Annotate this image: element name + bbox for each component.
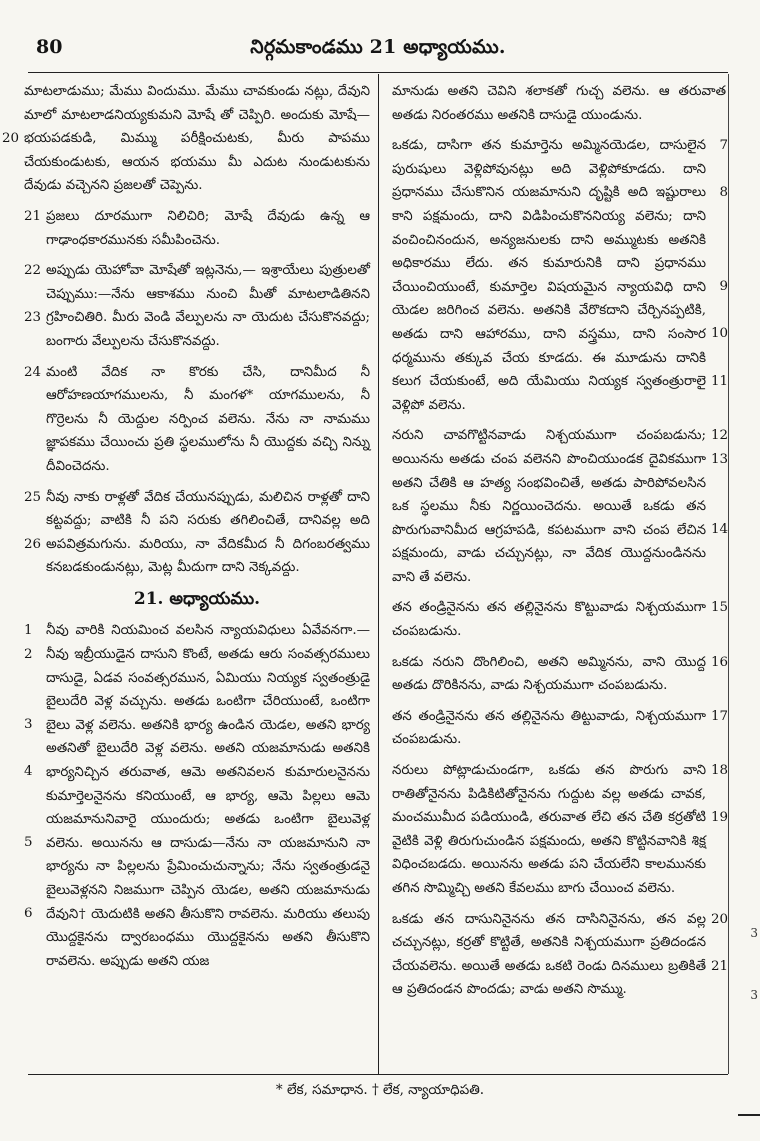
chapter-heading: 21. అధ్యాయము.	[133, 588, 261, 609]
verse-block	[392, 134, 726, 417]
verse-number: 15	[710, 600, 728, 616]
verse-block	[24, 486, 370, 580]
verse-number: 19	[710, 810, 728, 826]
verse-text: నీవు నాకు రాళ్లతో వేదిక చేయునప్పుడు, మలిచిన రాళ్లతో దాని కట్టవద్దు; వాటికి నీ పని సరుకు తగిలించితే, దానివల్ల అది అపవిత్రమగును. మరియు, నా వేదికమీద నీ దిగంబరత్వము కనబడకుండునట్లు, మెట్ల మీదుగా దాని నెక్కవద్దు.	[46, 489, 370, 576]
verse-block	[392, 759, 726, 901]
verse-text: నరులు పోట్లాడుచుండగా, ఒకడు తన పొరుగు వాని రాతితోనైనను పిడికిటితోనైనను గుద్దుట వల్ల అతడు చావక, మంచముమీద పడియుండి, తరువాత లేచి తన చేతి కర్రతోటి వైటికి వెళ్లి తిరుగుచుండిన పక్షమందు, అతని కొట్టినవానికి శిక్ష విధించబడదు. అయినను అతడు పని చేయలేని కాలమునకు తగిన సొమ్మిచ్చి అతని కేవలము బాగు చేయించ వలెను.	[392, 763, 706, 896]
column-divider	[378, 74, 379, 1074]
footnote-rule	[28, 1074, 728, 1075]
verse-text: నరుని చావగొట్టినవాడు నిశ్చయముగా చంపబడును; అయినను అతడు చంప వలెనని పొంచియుండక దైవికముగా అతని చేతికి ఆ హత్య సంభవించితే, అతడు పారిపోవలసిన ఒక స్థలము నీకు నిర్ణయించెదను. అయితే ఒకడు తన పొరుగువానిమీద ఆగ్రహపడి, కపటముగా వాని చంప లేచిన పక్షమందు, వాడు చచ్చునట్లు, నా వేదిక యొద్దనుండినను వాని తే వలెను.	[392, 428, 706, 585]
verse-text: తన తండ్రినైనను తన తల్లినైనను తిట్టువాడు, నిశ్చయముగా చంపబడును.	[392, 708, 706, 748]
verse-number: 18	[710, 763, 728, 779]
verse-block	[392, 651, 726, 698]
verse-text: ప్రజలు దూరముగా నిలిచిరి; మోషే దేవుడు ఉన్న ఆ గాఢాంధకారమునకు సమీపించెను.	[46, 208, 370, 248]
verse-text: ఒకడు నరుని దొంగిలించి, అతని అమ్మినను, వాని యొద్ద అతడు దొరికినను, వాడు నిశ్చయముగా చంపబడును.	[392, 654, 706, 694]
verse-text: నీవు వారికి నియమించ వలసిన న్యాయవిధులు ఏవేవనగా.—నీవు ఇబ్రీయుడైన దాసుని కొంటే, అతడు ఆరు సంవత్సరములు దాసుడై, ఏడవ సంవత్సరమున, ఏమియు నియ్యక స్వతంత్రుడై బైలుదేరి వెళ్ల వచ్చును. అతడు ఒంటిగా చేరియుంటే, ఒంటిగా బైలు వెళ్ల వలెను. అతనికి భార్య ఉండిన యెడల, అతని భార్య అతనితో బైలుదేరి వెళ్ల వలెను. అతని యజమానుడు అతనికి భార్యనిచ్చిన తరువాత, ఆమె అతనివలన కుమారులనైనను కుమార్తెలనైనను కనియుంటే, ఆ భార్య, ఆమె పిల్లలు ఆమె యజమానునివారై యుందురు; అతడు ఒంటిగా బైలువెళ్ల వలెను. అయినను ఆ దాసుడు—నేను నా యజమానుని నా భార్యను నా పిల్లలను ప్రేమించుచున్నాను; నేను స్వతంత్రుడనై బైలువెళ్లనని నిజముగా చెప్పిన యెడల, అతని యజమానుడు దేవుని† యెదుటికి అతని తీసుకొని రావలెను. మరియు తలుపు యొద్దకైనను ద్వారబంధము యొద్దకైనను అతని తీసుకొని రావలెను. అప్పుడు అతని యజ	[46, 623, 370, 969]
verse-number: 13	[710, 452, 728, 468]
left-column	[2, 80, 370, 980]
header-rule	[28, 72, 728, 73]
verse-number: 21	[710, 958, 728, 974]
verse-number: 25	[24, 489, 42, 505]
verse-text: తన తండ్రినైనను తన తల్లినైనను కొట్టువాడు నిశ్చయముగా చంపబడును.	[392, 600, 706, 640]
verse-number: 20	[710, 911, 728, 927]
verse-block	[392, 596, 726, 643]
right-column	[392, 80, 726, 1009]
edge-mark: 3	[750, 988, 758, 1002]
verse-number: 24	[24, 364, 42, 380]
verse-number: 16	[710, 654, 728, 670]
verse-block	[392, 908, 726, 1002]
verse-block	[392, 705, 726, 752]
verse-number: 3	[24, 717, 33, 733]
verse-block	[24, 619, 370, 973]
verse-number: 4	[24, 764, 33, 780]
page-number: 80	[36, 36, 63, 58]
verse-number: 6	[24, 906, 33, 922]
verse-number: 1	[24, 623, 33, 639]
verse-number: 26	[24, 536, 42, 552]
verse-block	[24, 259, 370, 353]
verse-text: అప్పుడు యెహోవా మోషేతో ఇట్లనెను,— ఇశ్రాయేలు పుత్రులతో చెప్పుము:—నేను ఆకాశము నుంచి మీతో మాటలాడితినని గ్రహించితిరి. మీరు వెండి వేల్పులను నా యెదుట చేసుకొనవద్దు; బంగారు వేల్పులను చేసుకొనవద్దు.	[46, 263, 370, 349]
verse-number: 2	[24, 647, 33, 663]
verse-number: 10	[710, 326, 728, 342]
verse-number: 14	[710, 522, 728, 538]
footnote: * లేక, సమాధాన. † లేక, న్యాయాధిపతి.	[275, 1082, 485, 1098]
verse-text: ఒకడు తన దాసునినైనను తన దాసినినైనను, తన వల్ల చచ్చునట్లు, కర్రతో కొట్టితే, అతనికి నిశ్చయముగా ప్రతిదండన చేయవలెను. అయితే అతడు ఒకటి రెండు దినములు బ్రతికితే ఆ ప్రతిదండన పొందడు; వాడు అతని సొమ్ము.	[392, 911, 706, 998]
page-header	[28, 36, 728, 70]
verse-block	[392, 424, 726, 589]
edge-mark: 3	[750, 926, 758, 940]
verse-number: 9	[719, 279, 728, 295]
verse-block	[24, 205, 370, 252]
verse-number: 8	[719, 185, 728, 201]
verse-text: ఒకడు, దాసిగా తన కుమార్తెను అమ్మినయెడల, దాసులైన పురుషులు వెళ్లిపోవునట్లు అది వెళ్లిపోకూడదు. దాని ప్రధానము చేసుకొనిన యజమానుని దృష్టికి అది ఇష్టురాలు కాని పక్షమందు, దాని విడిపించుకొననియ్య వలెను; దాని వంచించినందున, అన్యజనులకు దాని అమ్ముటకు అతనికి అధికారము లేదు. తన కుమారునికి దాని ప్రధానము చేయించియుంటే, కుమార్తెల విషయమైన న్యాయవిధి దాని యెడల జరిగించ వలెను. అతనికి వేరొకదాని చేర్చినప్పటికి, అతడు దాని ఆహారము, దాని వస్త్రము, దాని సంసార ధర్మమును తక్కువ చేయ కూడదు. ఈ మూడును దానికి కలుగ చేయకుంటే, అది యేమియు నియ్యక స్వతంత్రురాలై వెళ్లిపో వలెను.	[392, 138, 706, 413]
page-edge-rule	[728, 74, 729, 1074]
verse-number: 12	[710, 428, 728, 444]
verse-text: మానుడు అతని చెవిని శలాకతో గుచ్చ వలెను. ఆ తరువాత అతడు నిరంతరము అతనికి దాసుడై యుండును.	[392, 84, 726, 123]
verse-number: 11	[710, 374, 728, 390]
verse-number: 7	[719, 138, 728, 154]
verse-text: మంటి వేదిక నా కొరకు చేసి, దానిమీద నీ ఆరోహణయాగములను, నీ మంగళ* యాగములను, నీ గొర్రెలను నీ యెద్దుల నర్పించ వలెను. నేను నా నామము జ్ఞాపకము చేయించు ప్రతి స్థలములోను నీ యొద్దకు వచ్చి నిన్ను దీవించెదను.	[46, 364, 370, 474]
verse-number: 17	[710, 708, 728, 724]
verse-number: 20	[2, 131, 20, 146]
verse-block	[24, 361, 370, 479]
verse-number: 21	[24, 208, 42, 224]
verse-block	[2, 80, 370, 198]
verse-text: మాటలాడుము; మేము విందుము. మేము చావకుండు నట్లు, దేవుని మాలో మాటలాడనియ్యకుమని మోషే తో చెప్పిరి. అందుకు మోషే—భయపడకుడి, మిమ్ము పరీక్షించుటకు, మీరు పాపము చేయకుండుటకు, ఆయన భయము మీ ఎదుట నుండుటకును దేవుడు వచ్చెనని ప్రజలతో చెప్పెను.	[24, 84, 370, 194]
verse-block	[392, 80, 726, 127]
verse-number: 22	[24, 263, 42, 279]
verse-number: 5	[24, 835, 33, 851]
verse-number: 23	[24, 310, 42, 326]
corner-rule	[738, 1114, 760, 1116]
running-title: నిర్గమకాండము 21 అధ్యాయము.	[250, 36, 506, 58]
